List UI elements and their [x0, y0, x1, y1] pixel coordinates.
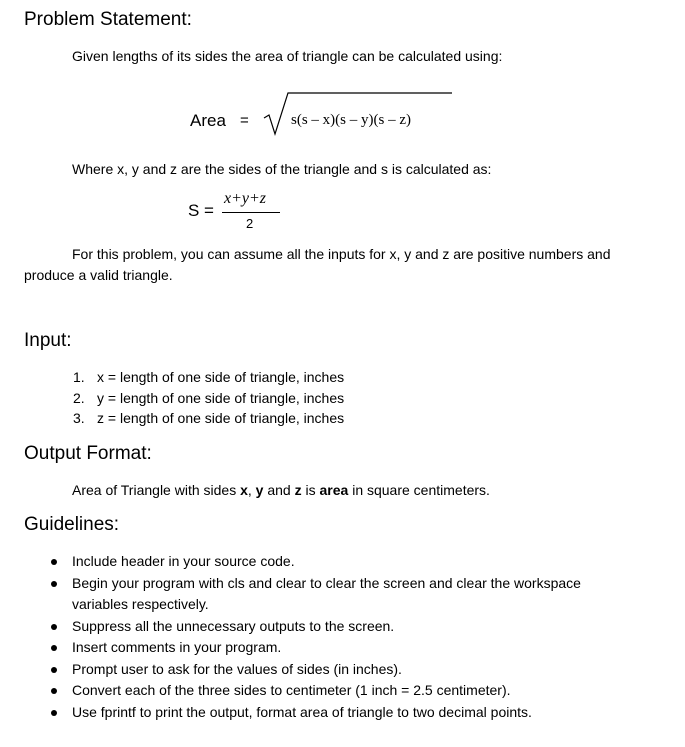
- guidelines-heading: Guidelines:: [24, 514, 120, 535]
- bullet-icon: [51, 688, 57, 694]
- output-suffix: in square centimeters.: [348, 482, 490, 498]
- guideline-text: Begin your program with cls and clear to clear the screen and clear the workspace variables respectively.: [72, 574, 581, 612]
- bullet-icon: [51, 624, 57, 630]
- guideline-text: Use fprintf to print the output, format area of triangle to two decimal points.: [72, 703, 532, 720]
- bullet-icon: [51, 710, 57, 716]
- area-equals: =: [240, 112, 249, 129]
- input-heading: Input:: [24, 330, 72, 351]
- area-formula: s(s – x)(s – y)(s – z): [291, 112, 411, 128]
- guideline-text: Include header in your source code.: [72, 553, 295, 569]
- list-item: [49, 680, 629, 702]
- guideline-text: Prompt user to ask for the values of sides (in inches).: [72, 660, 402, 677]
- output-part1: Area of Triangle with sides: [72, 482, 241, 498]
- s-denominator: 2: [246, 216, 254, 231]
- guideline-text: Suppress all the unnecessary outputs to the screen.: [72, 617, 395, 634]
- item-text: y = length of one side of triangle, inches: [97, 389, 345, 406]
- output-var-y: y: [255, 482, 264, 498]
- list-item: [49, 573, 629, 616]
- bullet-icon: [51, 559, 57, 565]
- problem-heading: Problem Statement:: [24, 9, 192, 30]
- list-item: [49, 702, 629, 724]
- s-numerator: x+y+z: [224, 190, 267, 207]
- list-item: [49, 659, 629, 681]
- s-label: S =: [188, 201, 214, 220]
- list-item: [49, 616, 629, 638]
- bullet-icon: [51, 645, 57, 651]
- bullet-icon: [51, 581, 57, 587]
- output-area: area: [319, 482, 349, 498]
- output-text: [72, 482, 490, 498]
- output-is: is: [301, 482, 320, 498]
- fraction-bar: [222, 212, 280, 213]
- assume-line-1: For this problem, you can assume all the inputs for x, y and z are positive numbers and: [72, 246, 611, 262]
- output-var-x: x: [240, 482, 248, 498]
- item-number: 3.: [73, 410, 85, 426]
- bullet-icon: [51, 667, 57, 673]
- assume-line-2: produce a valid triangle.: [24, 267, 173, 283]
- guideline-text: Insert comments in your program.: [72, 639, 282, 655]
- where-text: Where x, y and z are the sides of the triangle and s is calculated as:: [72, 161, 492, 177]
- guidelines-list: [49, 551, 629, 723]
- guideline-text: Convert each of the three sides to centimeter (1 inch = 2.5 centimeter).: [72, 682, 511, 698]
- item-number: 2.: [73, 389, 85, 406]
- item-text: x = length of one side of triangle, inches: [97, 369, 345, 385]
- list-item: [49, 551, 629, 573]
- output-comma: ,: [247, 482, 256, 498]
- problem-intro: Given lengths of its sides the area of triangle can be calculated using:: [72, 48, 503, 64]
- list-item: [49, 637, 629, 659]
- output-heading: Output Format:: [24, 443, 152, 464]
- item-number: 1.: [73, 369, 85, 385]
- item-text: z = length of one side of triangle, inches: [97, 410, 345, 426]
- area-label: Area: [190, 111, 226, 130]
- output-and: and: [263, 482, 295, 498]
- output-var-z: z: [294, 482, 302, 498]
